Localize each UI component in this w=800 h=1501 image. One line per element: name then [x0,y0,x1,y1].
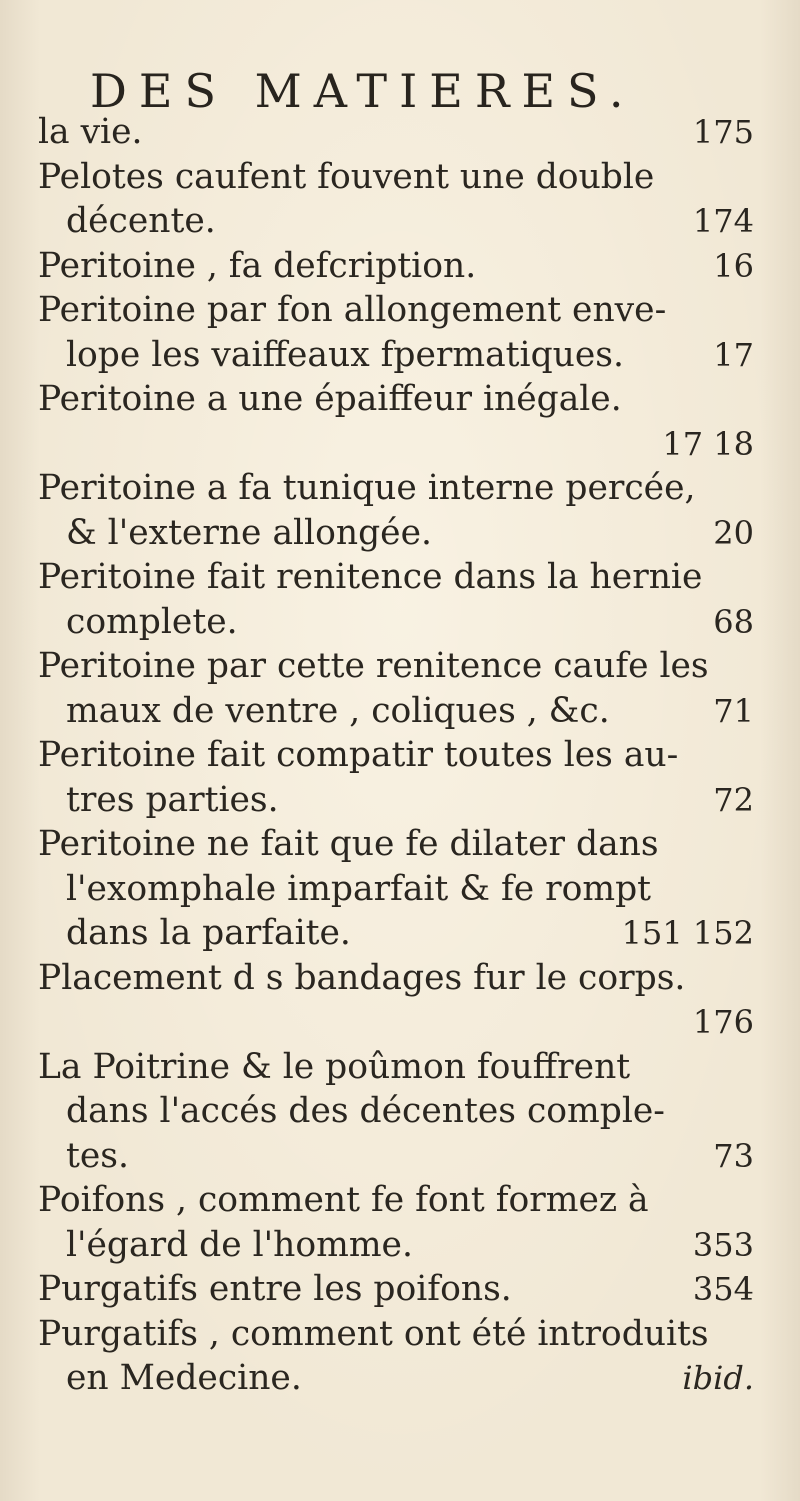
entry-text-line: Placement d s bandages fur le corps. [38,957,686,998]
index-entry [38,1045,754,1179]
index-entry [38,644,754,733]
page-reference: 17 [713,335,754,374]
entry-text-line: Peritoine a une épaiffeur inégale. [38,379,622,419]
index-entry [38,733,754,822]
index-entry [38,1267,754,1312]
page-reference: 20 [713,513,754,552]
entry-text-line: Peritoine par fon allongement enve- [38,290,667,330]
page-header: DES MATIERES. [90,64,636,118]
index-entry [38,288,754,377]
entry-text-line: Peritoine par cette renitence caufe les [38,646,709,686]
entry-text-line [38,422,754,467]
entry-text-line: tes. 73 [38,1134,754,1179]
entry-text-line: Peritoine ne fait que fe dilater dans [38,824,659,864]
entry-text-line: Peritoine a fa tunique interne percée, [38,468,696,508]
page-reference: 354 [692,1270,754,1308]
entry-text-line: dans la parfaite. 151 152 [38,911,754,956]
entry-text-line: maux de ventre , coliques , &c. 71 [38,689,754,734]
page-reference: 71 [713,691,754,730]
page-reference: 73 [713,1136,754,1175]
entry-text-line: lope les vaiffeaux fpermatiques. 17 [38,333,754,378]
entry-text-line: Purgatifs entre les poifons. 354 [38,1267,754,1312]
entry-text-line [38,1000,754,1045]
entry-text-line: Peritoine , fa defcription. 16 [38,244,754,289]
index-entry [38,555,754,644]
index-entry [38,956,754,1045]
entry-text-line: complete. 68 [38,600,754,645]
page-reference: 68 [713,602,754,641]
entry-text-line: tres parties. 72 [38,778,754,823]
page-reference: 353 [692,1225,754,1264]
index-entry [38,1178,754,1267]
entry-text-line: en Medecine. ibid. [38,1356,754,1401]
index-entry [38,1312,754,1401]
entry-text-line: Pelotes caufent fouvent une double [38,156,655,197]
index-entry [38,822,754,956]
entry-text-line: l'exomphale imparfait & fe rompt [66,868,652,909]
entry-text-line: Peritoine fait renitence dans la hernie [38,557,703,597]
entry-text-line: dans l'accés des décentes comple- [66,1091,665,1131]
page-reference: ibid. [682,1359,754,1397]
entry-text-line: Purgatifs , comment ont été introduits [38,1313,709,1354]
entry-text-line: l'égard de l'homme. 353 [38,1223,754,1268]
page-reference: 17 18 [662,424,754,463]
entry-text-line: décente. 174 [38,199,754,244]
page-reference: 176 [692,1003,754,1041]
page-reference: 72 [713,780,754,819]
index-entries [38,110,754,1401]
page-reference: 175 [692,113,754,151]
index-entry [38,377,754,466]
entry-text-line: La Poitrine & le poûmon fouffrent [38,1046,631,1087]
page-reference: 174 [692,202,754,240]
index-entry [38,110,754,155]
index-entry [38,155,754,244]
entry-text-line: la vie. 175 [38,110,754,155]
index-entry [38,244,754,289]
entry-text-line: Peritoine fait compatir toutes les au- [38,735,679,775]
page-reference: 16 [713,246,754,285]
entry-text-line: Poifons , comment fe font formez à [38,1180,649,1220]
index-entry [38,466,754,555]
page-reference: 151 152 [621,914,754,952]
entry-text-line: & l'externe allongée. 20 [38,511,754,556]
